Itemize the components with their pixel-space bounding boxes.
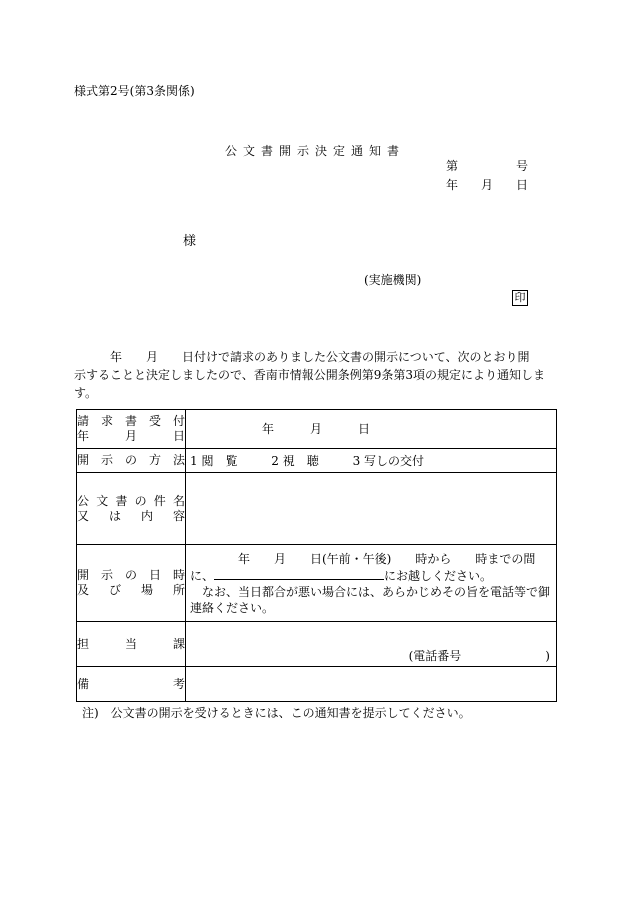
row-method (77, 449, 557, 473)
footnote: 注) 公文書の開示を受けるときには、この通知書を提示してください。 (82, 706, 471, 720)
doc-no-suffix: 号 (515, 159, 528, 173)
issuing-organization: (実施機関) (364, 273, 422, 287)
row-staff-section (77, 622, 557, 667)
label-staff-section: 担 当 課 (77, 622, 186, 667)
document-title: 公文書開示決定通知書 (224, 144, 405, 158)
phone-number: (電話番号 ) (408, 649, 550, 663)
form-number: 様式第2号(第3条関係) (74, 84, 195, 98)
issue-month: 月 (480, 178, 493, 192)
issue-date (446, 177, 528, 193)
seal-mark: 印 (512, 290, 528, 306)
value-method[interactable] (186, 449, 557, 473)
issue-day: 日 (515, 178, 528, 192)
label-method: 開 示 の 方 法 (77, 449, 186, 473)
method-option-2[interactable]: 2 視 聴 (271, 453, 319, 468)
addressee-suffix: 様 (183, 234, 197, 249)
datetime-line-2: に、 にお越しください。 (190, 568, 493, 583)
row-remarks (77, 667, 557, 702)
value-remarks[interactable] (186, 667, 557, 702)
value-staff-section[interactable] (186, 622, 557, 667)
value-datetime-place[interactable] (186, 545, 557, 622)
place-blank[interactable] (214, 567, 384, 580)
disclosure-table (76, 409, 557, 702)
method-option-1[interactable]: 1 閲 覧 (190, 453, 238, 468)
label-remarks: 備 考 (77, 667, 186, 702)
body-line-1: 年 月 日付けで請求のありました公文書の開示について、次のとおり開 (74, 350, 530, 364)
body-line-3: す。 (74, 386, 98, 400)
doc-no-prefix: 第 (446, 159, 459, 173)
row-subject (77, 473, 557, 545)
row-datetime-place (77, 545, 557, 622)
label-datetime-place: 開 示 の 日 時 及 び 場 所 (77, 545, 186, 622)
method-option-3[interactable]: 3 写しの交付 (352, 453, 425, 468)
label-request-date: 請 求 書 受 付 年 月 日 (77, 410, 186, 449)
label-subject: 公 文 書 の 件 名 又 は 内 容 (77, 473, 186, 545)
document-number (446, 158, 528, 174)
body-text (74, 348, 560, 402)
row-request-date (77, 410, 557, 449)
value-subject[interactable] (186, 473, 557, 545)
datetime-line-4: 連絡ください。 (190, 600, 275, 615)
datetime-line-3: なお、当日都合が悪い場合には、あらかじめその旨を電話等で御 (190, 584, 551, 599)
value-request-date[interactable]: 年 月 日 (186, 410, 557, 449)
body-line-2: 示することと決定しましたので、香南市情報公開条例第9条第3項の規定により通知しま (74, 368, 546, 382)
issue-year: 年 (446, 178, 459, 192)
datetime-line-1: 年 月 日(午前・午後) 時から 時までの間 (190, 551, 536, 566)
